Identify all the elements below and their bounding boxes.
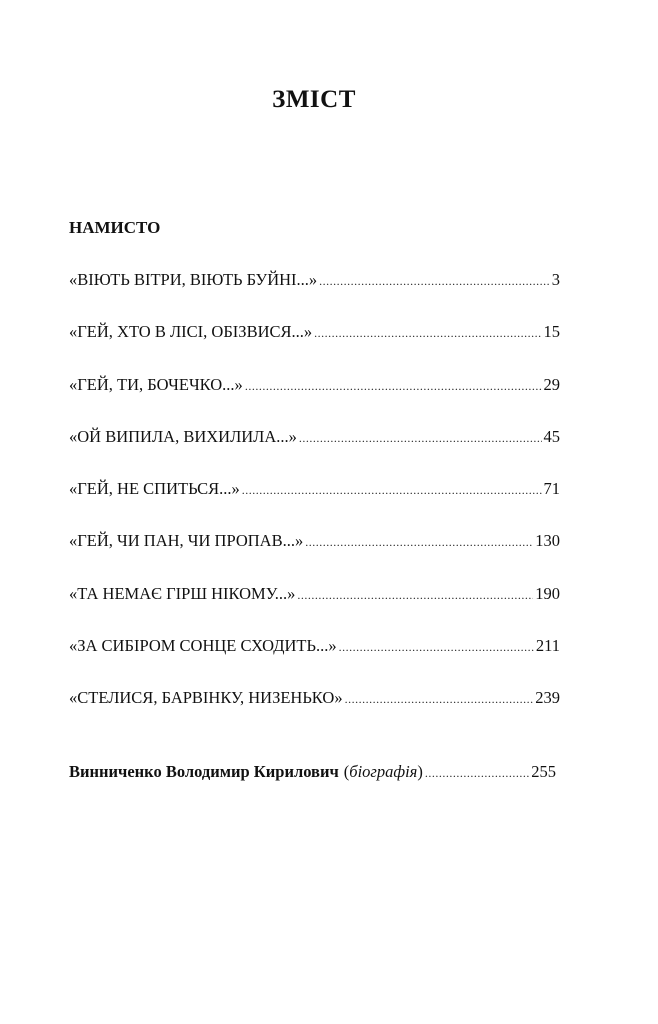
toc-entry-title: «ОЙ ВИПИЛА, ВИХИЛИЛА...»	[69, 426, 297, 446]
dot-leader	[245, 379, 542, 394]
toc-entry-title: «ВІЮТЬ ВІТРИ, ВІЮТЬ БУЙНІ...»	[69, 270, 318, 289]
toc-entry[interactable]	[69, 688, 560, 740]
toc-entry-title: «ТА НЕМАЄ ГІРШ НІКОМУ...»	[69, 583, 296, 603]
biography-page: 255	[531, 762, 556, 781]
dot-leader	[305, 535, 533, 550]
biography-open-paren: (	[343, 762, 350, 781]
toc-entry[interactable]	[69, 427, 560, 479]
toc-entry-page: 239	[535, 688, 560, 708]
dot-leader	[345, 692, 534, 707]
toc-entry-title: «ЗА СИБІРОМ СОНЦЕ СХОДИТЬ...»	[69, 636, 337, 656]
toc-entry-title: «ГЕЙ, НЕ СПИТЬСЯ...»	[69, 479, 240, 499]
section-heading: НАМИСТО	[69, 218, 161, 237]
toc-entry[interactable]	[69, 270, 560, 322]
toc-list	[69, 270, 560, 741]
toc-entry-title: «СТЕЛИСЯ, БАРВІНКУ, НИЗЕНЬКО»	[69, 688, 343, 708]
toc-entry-page: 29	[543, 374, 560, 394]
dot-leader	[314, 326, 541, 341]
toc-entry-biography[interactable]	[69, 762, 556, 782]
toc-entry[interactable]	[69, 584, 560, 636]
toc-entry-page: 15	[543, 322, 560, 342]
toc-entry-page: 3	[551, 270, 560, 289]
biography-close-paren: )	[417, 762, 423, 781]
dot-leader	[297, 588, 533, 603]
page-title: ЗМІСТ	[272, 86, 356, 113]
biography-label: біографія	[349, 762, 418, 781]
dot-leader	[299, 431, 542, 446]
dot-leader	[242, 483, 542, 498]
toc-entry[interactable]	[69, 531, 560, 583]
toc-entry-page: 130	[535, 531, 560, 551]
toc-entry[interactable]	[69, 375, 560, 427]
toc-entry[interactable]	[69, 636, 560, 688]
toc-entry-title: «ГЕЙ, ЧИ ПАН, ЧИ ПРОПАВ...»	[69, 531, 304, 551]
biography-author-name: Винниченко Володимир Кирилович	[69, 762, 339, 781]
toc-entry-page: 211	[535, 636, 560, 656]
toc-entry[interactable]	[69, 322, 560, 374]
toc-entry-title: «ГЕЙ, ТИ, БОЧЕЧКО...»	[69, 374, 243, 394]
toc-entry-page: 190	[535, 583, 560, 603]
toc-entry[interactable]	[69, 479, 560, 531]
toc-entry-title: «ГЕЙ, ХТО В ЛІСІ, ОБІЗВИСЯ...»	[69, 322, 313, 342]
dot-leader	[319, 274, 550, 289]
dot-leader	[425, 766, 529, 781]
dot-leader	[339, 640, 534, 655]
toc-entry-page: 71	[543, 479, 560, 499]
toc-entry-page: 45	[543, 426, 560, 446]
